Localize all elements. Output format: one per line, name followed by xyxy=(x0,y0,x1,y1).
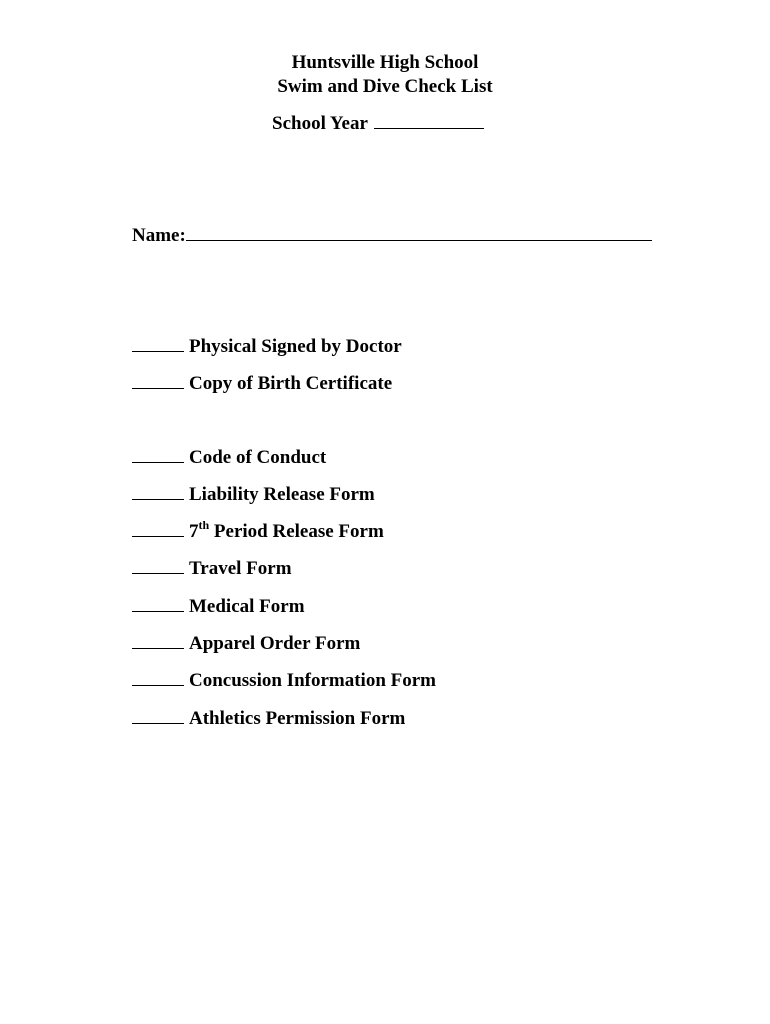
checklist-item-number: 7 xyxy=(189,521,199,542)
check-blank[interactable] xyxy=(132,707,184,724)
name-row xyxy=(132,224,652,248)
check-blank[interactable] xyxy=(132,595,184,612)
school-year-label: School Year xyxy=(272,113,368,134)
checklist-item-label: Medical Form xyxy=(189,596,305,617)
check-blank[interactable] xyxy=(132,520,184,537)
check-blank[interactable] xyxy=(132,483,184,500)
document-title: Swim and Dive Check List xyxy=(277,76,493,97)
school-year-blank[interactable] xyxy=(374,112,484,129)
checklist-item-label: Copy of Birth Certificate xyxy=(189,373,393,394)
check-blank[interactable] xyxy=(132,557,184,574)
checklist-item-ordinal: th xyxy=(198,517,210,532)
check-blank[interactable] xyxy=(132,372,184,389)
checklist-item xyxy=(132,557,292,581)
name-label: Name: xyxy=(132,225,186,246)
check-blank[interactable] xyxy=(132,446,184,463)
school-year-row xyxy=(272,112,484,136)
checklist-item-label: Concussion Information Form xyxy=(189,670,437,691)
checklist-item-label: Athletics Permission Form xyxy=(189,708,406,729)
checklist-item xyxy=(132,335,402,359)
check-blank[interactable] xyxy=(132,669,184,686)
checklist-item xyxy=(132,446,326,470)
checklist-item xyxy=(132,707,405,731)
checklist-item-label: Travel Form xyxy=(189,558,292,579)
checklist-item xyxy=(132,669,436,693)
checklist-item-label: Code of Conduct xyxy=(189,447,327,468)
checklist-item xyxy=(132,632,360,656)
checklist-item xyxy=(132,517,384,544)
name-blank[interactable] xyxy=(186,224,652,241)
checklist-item xyxy=(132,372,392,396)
school-name: Huntsville High School xyxy=(291,52,479,73)
checklist-item-label: Period Release Form xyxy=(213,521,384,542)
checklist-item-label: Liability Release Form xyxy=(189,484,375,505)
checklist-item-label: Physical Signed by Doctor xyxy=(189,336,402,357)
checklist-item-label: Apparel Order Form xyxy=(189,633,361,654)
checklist-item xyxy=(132,595,305,619)
check-blank[interactable] xyxy=(132,335,184,352)
check-blank[interactable] xyxy=(132,632,184,649)
checklist-item xyxy=(132,483,375,507)
